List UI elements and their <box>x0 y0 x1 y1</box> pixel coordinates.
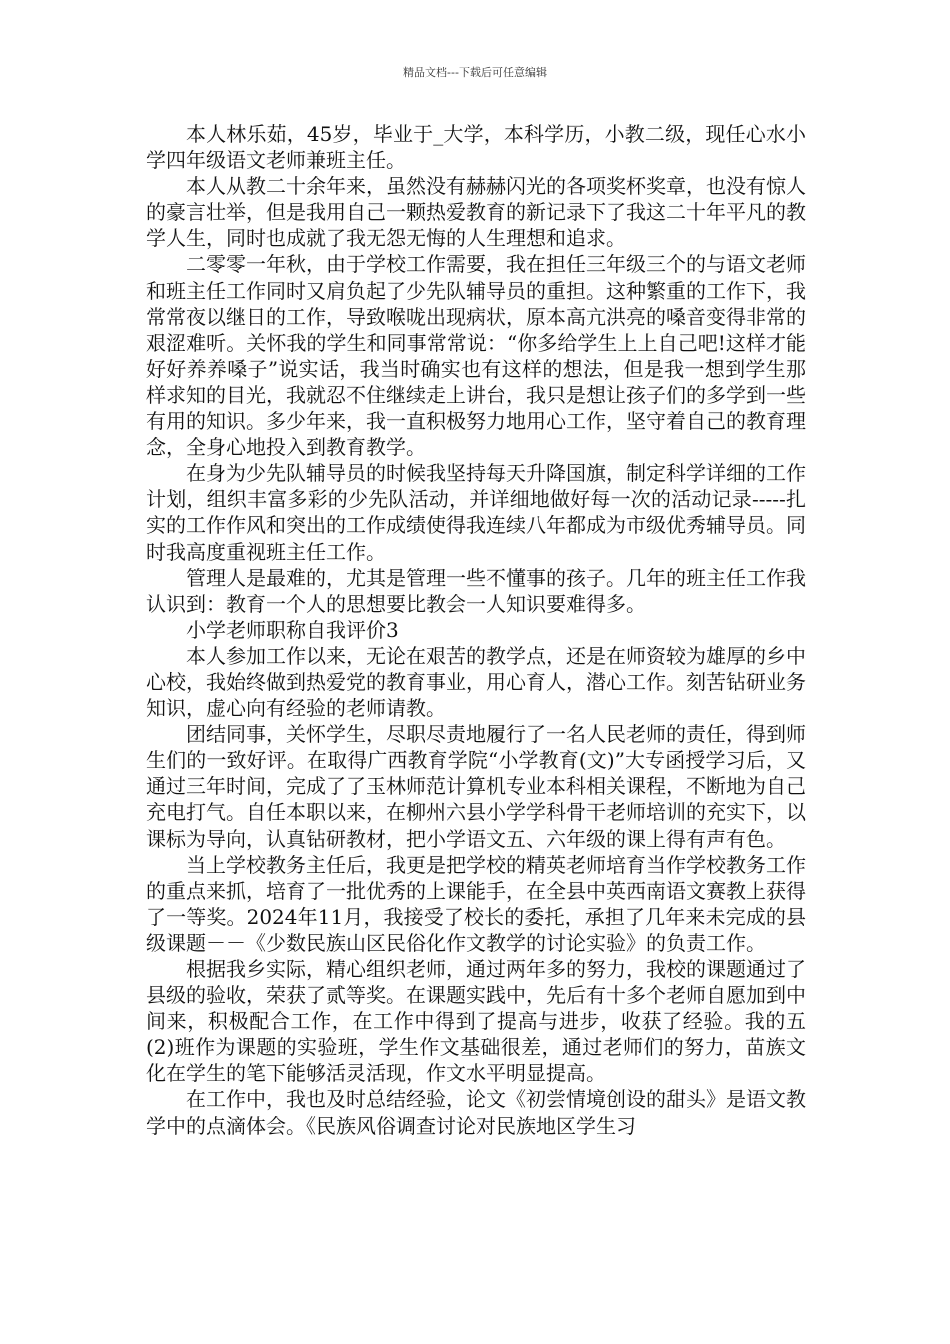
paragraph: 本人参加工作以来，无论在艰苦的教学点，还是在师资较为雄厚的乡中心校，我始终做到热爱党的教育事业，用心育人，潜心工作。刻苦钻研业务知识，虚心向有经验的老师请教。 <box>146 643 806 721</box>
paragraph: 本人林乐茹，45岁，毕业于_大学，本科学历，小教二级，现任心水小学四年级语文老师兼班主任。 <box>146 122 806 173</box>
section-heading: 小学老师职称自我评价3 <box>186 617 399 642</box>
paragraph: 根据我乡实际，精心组织老师，通过两年多的努力，我校的课题通过了县级的验收，荣获了贰等奖。在课题实践中，先后有十多个老师自愿加到中间来，积极配合工作，在工作中得到了提高与进步，收获了经验。我的五(2)班作为课题的实验班，学生作文基础很差，通过老师们的努力，苗族文化在学生的笔下能够活灵活现，作文水平明显提高。 <box>146 957 806 1086</box>
paragraph: 管理人是最难的，尤其是管理一些不懂事的孩子。几年的班主任工作我认识到：教育一个人的思想要比教会一人知识要难得多。 <box>146 565 806 616</box>
paragraph: 在工作中，我也及时总结经验，论文《初尝情境创设的甜头》是语文教学中的点滴体会。《民族风俗调查讨论对民族地区学生习 <box>146 1087 806 1138</box>
paragraph: 当上学校教务主任后，我更是把学校的精英老师培育当作学校教务工作的重点来抓，培育了一批优秀的上课能手，在全县中英西南语文赛教上获得了一等奖。2024年11月，我接受了校长的委托，承担了几年来未完成的县级课题－－《少数民族山区民俗化作文教学的讨论实验》的负责工作。 <box>146 852 806 955</box>
document-body <box>146 121 806 1139</box>
paragraph: 二零零一年秋，由于学校工作需要，我在担任三年级三个的与语文老师和班主任工作同时又肩负起了少先队辅导员的重担。这种繁重的工作下，我常常夜以继日的工作，导致喉咙出现病状，原本高亢洪亮的嗓音变得非常的艰涩难听。关怀我的学生和同事常常说：“你多给学生上上自己吧!这样才能好好养养嗓子”说实话，我当时确实也有这样的想法，但是我一想到学生那样求知的目光，我就忍不住继续走上讲台，我只是想让孩子们的多学到一些有用的知识。多少年来，我一直积极努力地用心工作，坚守着自己的教育理念，全身心地投入到教育教学。 <box>146 252 806 460</box>
page-header: 精品文档---下载后可任意编辑 <box>403 66 547 79</box>
paragraph: 团结同事，关怀学生，尽职尽责地履行了一名人民老师的责任，得到师生们的一致好评。在取得广西教育学院“小学教育(文)”大专函授学习后，又通过三年时间，完成了了玉林师范计算机专业本科相关课程，不断地为自己充电打气。自任本职以来，在柳州六县小学学科骨干老师培训的充实下，以课标为导向，认真钻研教材，把小学语文五、六年级的课上得有声有色。 <box>146 722 806 851</box>
paragraph: 在身为少先队辅导员的时候我坚持每天升降国旗，制定科学详细的工作计划，组织丰富多彩的少先队活动，并详细地做好每一次的活动记录-----扎实的工作作风和突出的工作成绩使得我连续八年都成为市级优秀辅导员。同时我高度重视班主任工作。 <box>146 461 806 564</box>
paragraph: 本人从教二十余年来，虽然没有赫赫闪光的各项奖杯奖章，也没有惊人的豪言壮举，但是我用自己一颗热爱教育的新记录下了我这二十年平凡的教学人生，同时也成就了我无怨无悔的人生理想和追求。 <box>146 174 806 251</box>
